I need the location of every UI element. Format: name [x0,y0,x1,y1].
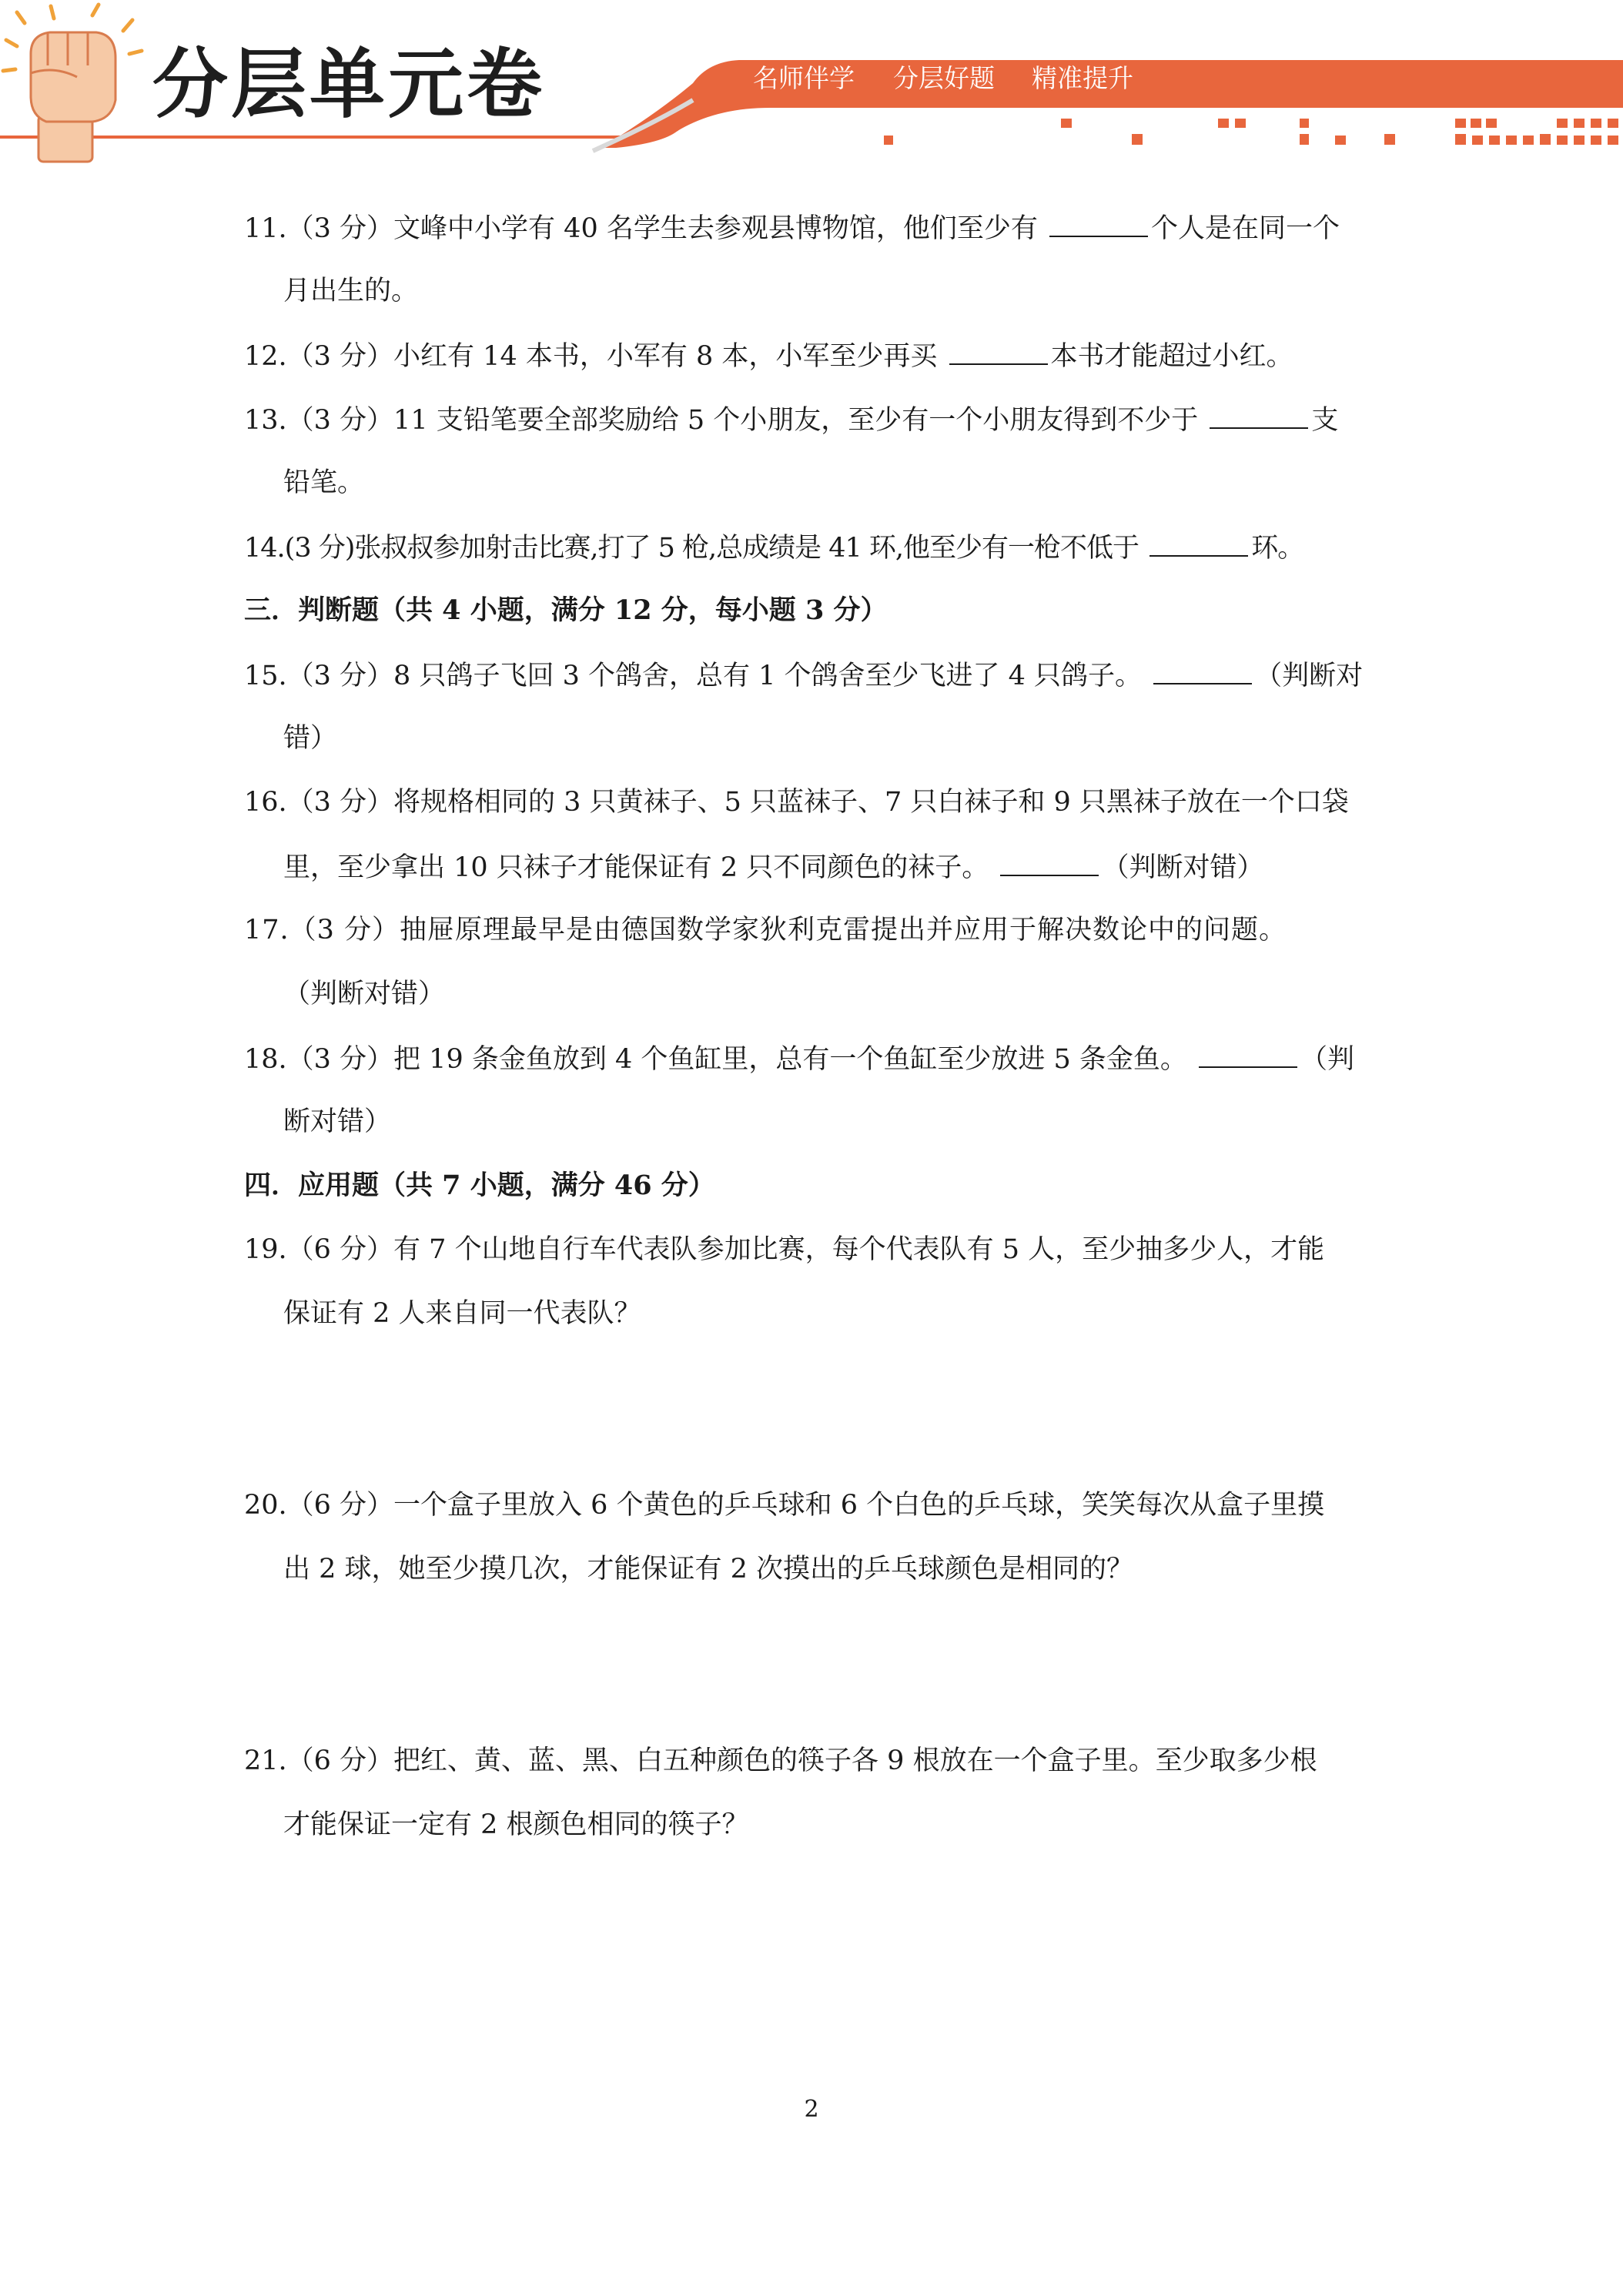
question-text: 18.（3 分）把 19 条金鱼放到 4 个鱼缸里，总有一个鱼缸至少放进 5 条金鱼。 [244,1044,1196,1075]
question-11-line-2: 月出生的。 [283,276,419,306]
page-number: 2 [804,2096,819,2123]
answer-blank[interactable] [1153,655,1252,684]
question-12-line [244,336,1293,374]
question-text: 14.(3 分)张叔叔参加射击比赛,打了 5 枪,总成绩是 41 环,他至少有一枪不低于 [244,533,1147,564]
brand-title: 分层单元卷 [152,41,546,129]
question-14-line [244,527,1303,566]
answer-blank[interactable] [1210,400,1308,429]
answer-blank[interactable] [949,336,1048,365]
decorative-dots [884,119,1618,145]
slogan-questions: 分层好题 [893,63,995,93]
question-text: （判 [1300,1044,1355,1075]
question-15-line-2: 错） [283,723,338,754]
answer-blank[interactable] [1149,527,1248,557]
question-text: 11.（3 分）文峰中小学有 40 名学生去参观县博物馆，他们至少有 [244,213,1046,244]
question-21-line-1: 21.（6 分）把红、黄、蓝、黑、白五种颜色的筷子各 9 根放在一个盒子里。至少取多少根 [244,1745,1317,1776]
question-18-line-1 [244,1039,1354,1077]
question-21-line-2: 才能保证一定有 2 根颜色相同的筷子？ [283,1809,749,1840]
slogan-teacher: 名师伴学 [753,63,855,93]
slogan-improve: 精准提升 [1032,63,1133,93]
page-header [0,0,1623,166]
question-text: 13.（3 分）11 支铅笔要全部奖励给 5 个小朋友，至少有一个小朋友得到不少于 [244,405,1207,436]
question-18-line-2: 断对错） [283,1106,392,1137]
question-13-line-1 [244,400,1338,438]
question-text: 本书才能超过小红。 [1050,341,1293,372]
question-11-line-1 [244,208,1340,246]
question-text: （判断对错） [1102,852,1264,883]
question-16-line-2 [283,847,1263,885]
section-3-heading: 三．判断题（共 4 小题，满分 12 分，每小题 3 分） [244,594,888,626]
answer-blank[interactable] [1000,847,1099,876]
question-15-line-1 [244,655,1363,694]
answer-blank[interactable] [1049,208,1148,237]
question-text: 环。 [1251,533,1304,564]
question-text: 15.（3 分）8 只鸽子飞回 3 个鸽舍，总有 1 个鸽舍至少飞进了 4 只鸽子。 [244,661,1151,691]
question-text: 12.（3 分）小红有 14 本书，小军有 8 本，小军至少再买 [244,341,946,372]
section-4-heading: 四．应用题（共 7 小题，满分 46 分） [244,1170,715,1201]
question-19-line-1: 19.（6 分）有 7 个山地自行车代表队参加比赛，每个代表队有 5 人，至少抽多少人，才能 [244,1234,1325,1265]
question-text: 里，至少拿出 10 只袜子才能保证有 2 只不同颜色的袜子。 [283,852,998,883]
question-20-line-2: 出 2 球，她至少摸几次，才能保证有 2 次摸出的乒乓球颜色是相同的？ [283,1554,1134,1585]
answer-blank[interactable] [1199,1039,1297,1068]
question-17-line-2: （判断对错） [283,979,446,1009]
question-text: （判断对 [1255,661,1364,691]
question-20-line-1: 20.（6 分）一个盒子里放入 6 个黄色的乒乓球和 6 个白色的乒乓球，笑笑每次从盒子里摸 [244,1490,1325,1521]
question-text: 个人是在同一个 [1150,213,1340,244]
question-16-line-1: 16.（3 分）将规格相同的 3 只黄袜子、5 只蓝袜子、7 只白袜子和 9 只黑袜子放在一个口袋 [244,787,1349,818]
question-19-line-2: 保证有 2 人来自同一代表队？ [283,1298,641,1329]
question-text: 支 [1311,405,1339,436]
question-13-line-2: 铅笔。 [283,467,365,498]
question-17-line-1: 17.（3 分）抽屉原理最早是由德国数学家狄利克雷提出并应用于解决数论中的问题。 [244,915,1287,946]
